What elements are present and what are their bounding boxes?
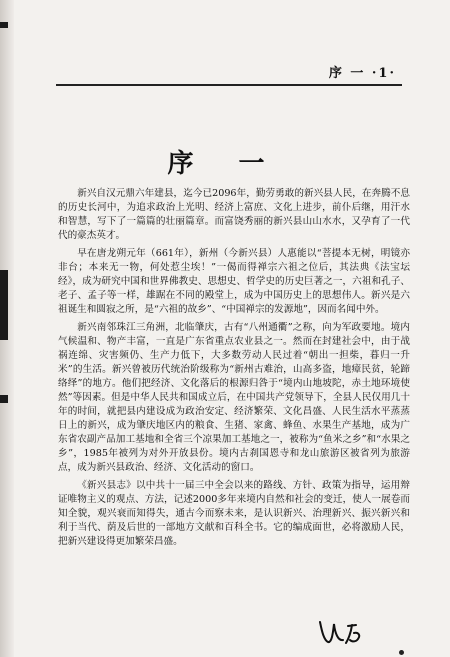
scan-edge-mark: [0, 270, 8, 340]
scan-edge-mark: [0, 395, 8, 403]
handwritten-signature: [316, 616, 376, 648]
paragraph: 早在唐龙朔元年（661年），新州（今新兴县）人惠能以“菩提本无树，明镜亦非台；本来无一物，何处惹尘埃！”一偈而得禅宗六祖之位后，其法典《法宝坛经》，成为研究中国和世界佛教史、思想史、哲学史的历史巨著之一，六祖和孔子、老子、孟子等一样，雄踞在不同的殿堂上，成为中国历史上的思想伟人。新兴是六祖诞生和圆寂之所，是“六祖的故乡”、“中国禅宗的发源地”，因而名闻中外。: [58, 248, 410, 315]
paragraph: 《新兴县志》以中共十一届三中全会以来的路线、方针、政策为指导，运用辩证唯物主义的观点、方法，记述2000多年来境内自然和社会的变迁，使人一展卷而知全貌，观兴衰而知得失，通古今而察未来，是认识新兴、治理新兴、振兴新兴和利于当代、荫及后世的一部地方文献和百科全书。它的编成面世，必将激励人民，把新兴建设得更加繁荣昌盛。: [58, 480, 410, 547]
header-rule: [56, 84, 402, 86]
paragraph: 新兴自汉元鼎六年建县，迄今已2096年，勤劳勇敢的新兴县人民，在奔腾不息的历史长河中，为追求政治上光明、经济上富庶、文化上进步，前仆后继，用汗水和智慧，写下了一篇篇的壮丽篇章。而富饶秀丽的新兴县山山水水，又孕育了一代代的豪杰英才。: [58, 188, 410, 241]
scan-speck: [399, 650, 404, 655]
running-head: 序 一 ·1·: [328, 66, 396, 81]
page-title: 序 一: [167, 149, 283, 179]
scan-edge-mark: [0, 22, 8, 28]
body-text: [58, 187, 410, 553]
paragraph: 新兴南邻珠江三角洲，北临肇庆，古有“八州通衢”之称，向为军政要地。境内气候温和、物产丰富，一直是广东省重点农业县之一。然而在封建社会中，由于战祸连绵、灾害频仍、生产力低下，大多数劳动人民过着“朝出一担柴，暮归一升米”的生活。新兴曾被历代统治阶级称为“新州古难治，山高多盗，地瘴民贫，轮蹄络绎”的地方。他们把经济、文化落后的根源归咎于“境内山地坡陀，赤土地环境使然”等因素。但是中华人民共和国成立后，在中国共产党领导下，全县人民仅用几十年的时间，就把县内建设成为政治安定、经济繁荣、文化昌盛、人民生活水平蒸蒸日上的新兴，成为肇庆地区内的粮食、生猪、家禽、蜂鱼、水果生产基地，成为广东省农副产品加工基地和全省三个凉果加工基地之一，被称为“鱼米之乡”和“水果之乡”，1985年被列为对外开放县份。境内古刹国恩寺和龙山旅游区被省列为旅游点，成为新兴县政治、经济、文化活动的窗口。: [58, 322, 410, 473]
